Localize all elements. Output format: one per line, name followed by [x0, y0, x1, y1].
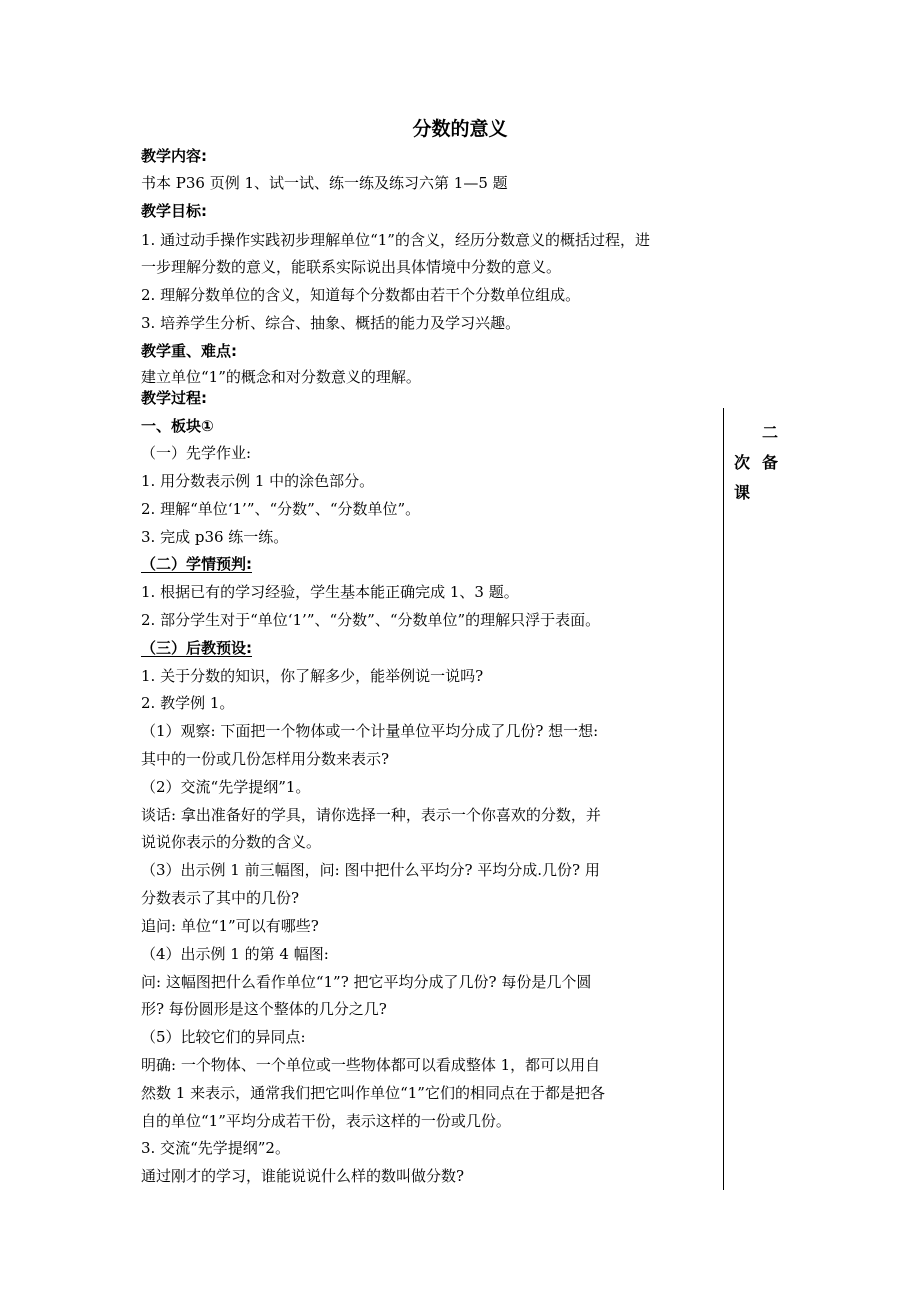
- post-line: 谈话: 拿出准备好的学具，请你选择一种，表示一个你喜欢的分数，并: [141, 806, 601, 824]
- post-line: 问: 这幅图把什么看作单位“1”? 把它平均分成了几份? 每份是几个圆: [141, 973, 592, 991]
- post-line: （1）观察: 下面把一个物体或一个计量单位平均分成了几份? 想一想:: [141, 722, 599, 740]
- post-line: 其中的一份或几份怎样用分数来表示?: [141, 750, 390, 768]
- predict-item: 2. 部分学生对于“单位‘1’”、“分数”、“分数单位”的理解只浮于表面。: [141, 611, 601, 629]
- post-line: 3. 交流“先学提纲”2。: [141, 1139, 290, 1157]
- post-line: （4）出示例 1 的第 4 幅图:: [141, 945, 329, 963]
- side-note-char: 次: [734, 453, 751, 472]
- page-title: 分数的意义: [412, 118, 508, 140]
- teaching-content-heading: 教学内容:: [141, 147, 207, 165]
- teaching-goals-heading: 教学目标:: [141, 202, 207, 220]
- side-note-char: 备: [762, 453, 779, 472]
- block-heading: 一、板块①: [141, 417, 214, 435]
- post-line: 通过刚才的学习，谁能说说什么样的数叫做分数?: [141, 1167, 465, 1185]
- predict-heading: （二）学情预判:: [141, 555, 252, 573]
- side-note-char: 课: [734, 483, 751, 502]
- post-line: 明确: 一个物体、一个单位或一些物体都可以看成整体 1，都可以用自: [141, 1056, 601, 1074]
- post-teach-heading: （三）后教预设:: [141, 639, 252, 657]
- goal-line: 1. 通过动手操作实践初步理解单位“1”的含义，经历分数意义的概括过程，进: [141, 231, 650, 249]
- predict-item: 1. 根据已有的学习经验，学生基本能正确完成 1、3 题。: [141, 583, 519, 601]
- goal-line: 2. 理解分数单位的含义，知道每个分数都由若干个分数单位组成。: [141, 286, 581, 304]
- post-line: 说说你表示的分数的含义。: [141, 833, 322, 851]
- goal-line: 一步理解分数的意义，能联系实际说出具体情境中分数的意义。: [141, 258, 562, 276]
- column-divider: [723, 408, 724, 1190]
- post-line: 2. 教学例 1。: [141, 694, 235, 712]
- post-line: 形? 每份圆形是这个整体的几分之几?: [141, 1000, 387, 1018]
- post-line: 自的单位“1”平均分成若干份，表示这样的一份或几份。: [141, 1112, 511, 1130]
- post-line: （3）出示例 1 前三幅图，问: 图中把什么平均分? 平均分成.几份? 用: [141, 861, 600, 879]
- post-line: 然数 1 来表示，通常我们把它叫作单位“1”它们的相同点在于都是把各: [141, 1084, 605, 1102]
- pre-study-item: 2. 理解“单位‘1’”、“分数”、“分数单位”。: [141, 500, 421, 518]
- teaching-content-text: 书本 P36 页例 1、试一试、练一练及练习六第 1—5 题: [141, 174, 508, 192]
- pre-study-heading: （一）先学作业:: [141, 444, 252, 462]
- post-line: 追问: 单位“1”可以有哪些?: [141, 917, 319, 935]
- process-heading: 教学过程:: [141, 389, 207, 407]
- key-points-heading: 教学重、难点:: [141, 342, 237, 360]
- side-note-char: 二: [762, 423, 779, 442]
- pre-study-item: 1. 用分数表示例 1 中的涂色部分。: [141, 472, 375, 490]
- post-line: 1. 关于分数的知识，你了解多少，能举例说一说吗?: [141, 667, 484, 685]
- pre-study-item: 3. 完成 p36 练一练。: [141, 528, 289, 546]
- goal-line: 3. 培养学生分析、综合、抽象、概括的能力及学习兴趣。: [141, 314, 521, 332]
- post-line: （5）比较它们的异同点:: [141, 1028, 306, 1046]
- post-line: （2）交流“先学提纲”1。: [141, 778, 311, 796]
- post-line: 分数表示了其中的几份?: [141, 889, 300, 907]
- key-points-text: 建立单位“1”的概念和对分数意义的理解。: [141, 368, 421, 386]
